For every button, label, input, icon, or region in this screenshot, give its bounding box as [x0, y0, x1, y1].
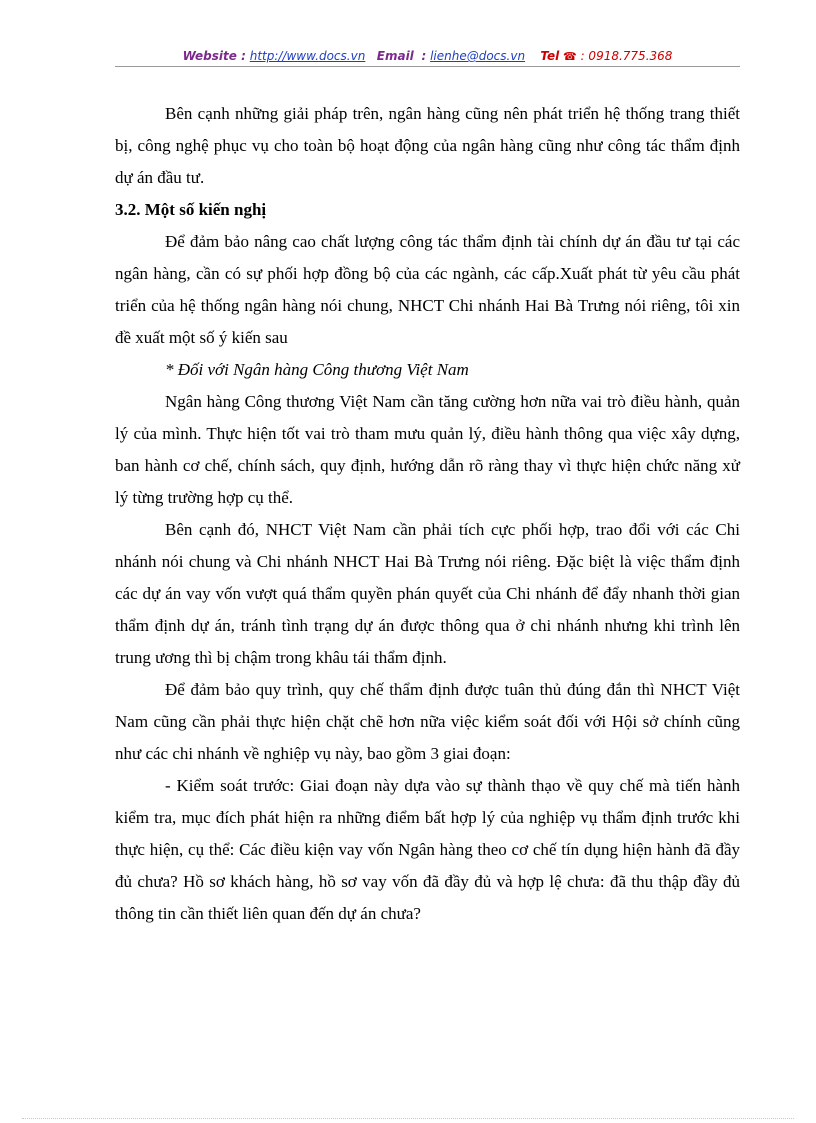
header-divider [115, 66, 740, 67]
tel-label: Tel [540, 49, 560, 63]
tel-value: : 0918.775.368 [580, 49, 673, 63]
document-body [115, 98, 740, 930]
email-link[interactable]: lienhe@docs.vn [430, 49, 526, 63]
page-bottom-divider [22, 1118, 794, 1119]
paragraph-management: Ngân hàng Công thương Việt Nam cần tăng cường hơn nữa vai trò điều hành, quản lý của mình. Thực hiện tốt vai trò tham mưu quản lý, điều hành thông qua việc xây dựng, ban hành cơ chế, chính sách, quy định, hướng dẫn rõ ràng thay vì thực hiện chức năng xử lý từng trường hợp cụ thể. [115, 392, 740, 507]
website-link[interactable]: http://www.docs.vn [249, 49, 366, 63]
phone-icon: ☎ [563, 50, 577, 63]
website-label: Website : [182, 49, 246, 63]
subheading-vietinbank: * Đối với Ngân hàng Công thương Việt Nam [165, 360, 469, 379]
email-separator: : [421, 49, 427, 63]
paragraph-intro: Để đảm bảo nâng cao chất lượng công tác thẩm định tài chính dự án đầu tư tại các ngân hàng, cần có sự phối hợp đồng bộ của các ngành, các cấp.Xuất phát từ yêu cầu phát triển của hệ thống ngân hàng nói chung, NHCT Chi nhánh Hai Bà Trưng nói riêng, tôi xin đề xuất một số ý kiến sau [115, 232, 740, 347]
paragraph-coordination: Bên cạnh đó, NHCT Việt Nam cần phải tích cực phối hợp, trao đổi với các Chi nhánh nói chung và Chi nhánh NHCT Hai Bà Trưng nói riêng. Đặc biệt là việc thẩm định các dự án vay vốn vượt quá thẩm quyền phán quyết của Chi nhánh để đẩy nhanh thời gian thẩm định dự án, tránh tình trạng dự án được thông qua ở chi nhánh nhưng khi trình lên trung ương thì bị chậm trong khâu tái thẩm định. [115, 520, 740, 667]
section-heading: 3.2. Một số kiến nghị [115, 200, 267, 219]
email-label: Email [376, 49, 414, 63]
paragraph-equipment: Bên cạnh những giải pháp trên, ngân hàng cũng nên phát triển hệ thống trang thiết bị, công nghệ phục vụ cho toàn bộ hoạt động của ngân hàng cũng như công tác thẩm định dự án đầu tư. [115, 104, 740, 187]
page-header [115, 46, 740, 68]
paragraph-pre-control: - Kiểm soát trước: Giai đoạn này dựa vào sự thành thạo về quy chế mà tiến hành kiểm tra, mục đích phát hiện ra những điểm bất hợp lý của nghiệp vụ thẩm định trước khi thực hiện, cụ thể: Các điều kiện vay vốn Ngân hàng theo cơ chế tín dụng hiện hành đã đầy đủ chưa? Hồ sơ khách hàng, hồ sơ vay vốn đã đầy đủ và hợp lệ chưa: đã thu thập đầy đủ thông tin cần thiết liên quan đến dự án chưa? [115, 776, 740, 923]
paragraph-control: Để đảm bảo quy trình, quy chế thẩm định được tuân thủ đúng đắn thì NHCT Việt Nam cũng cần phải thực hiện chặt chẽ hơn nữa việc kiểm soát đối với Hội sở chính cũng như các chi nhánh về nghiệp vụ này, bao gồm 3 giai đoạn: [115, 680, 740, 763]
